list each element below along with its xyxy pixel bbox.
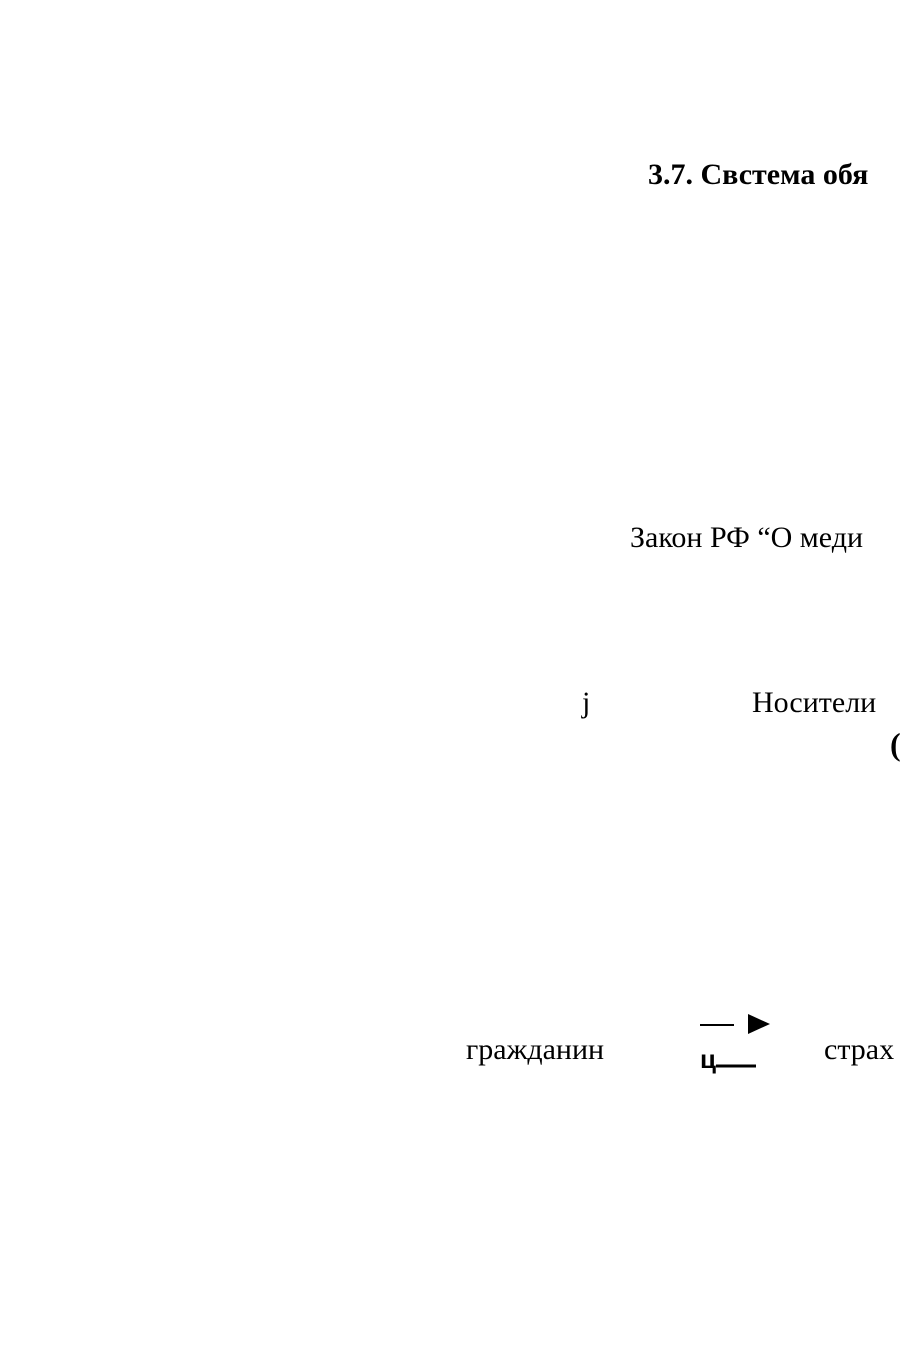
- paren-mark: (: [890, 726, 901, 762]
- carriers-label: Носители: [752, 686, 877, 719]
- law-label: Закон РФ “О меди: [630, 521, 864, 554]
- connector-mark: ц: [700, 1044, 716, 1074]
- section-title: 3.7. Свстема обя: [648, 158, 869, 191]
- citizen-label: гражданин: [466, 1033, 605, 1066]
- insurer-label: страх: [824, 1033, 895, 1066]
- j-mark: j: [582, 686, 591, 719]
